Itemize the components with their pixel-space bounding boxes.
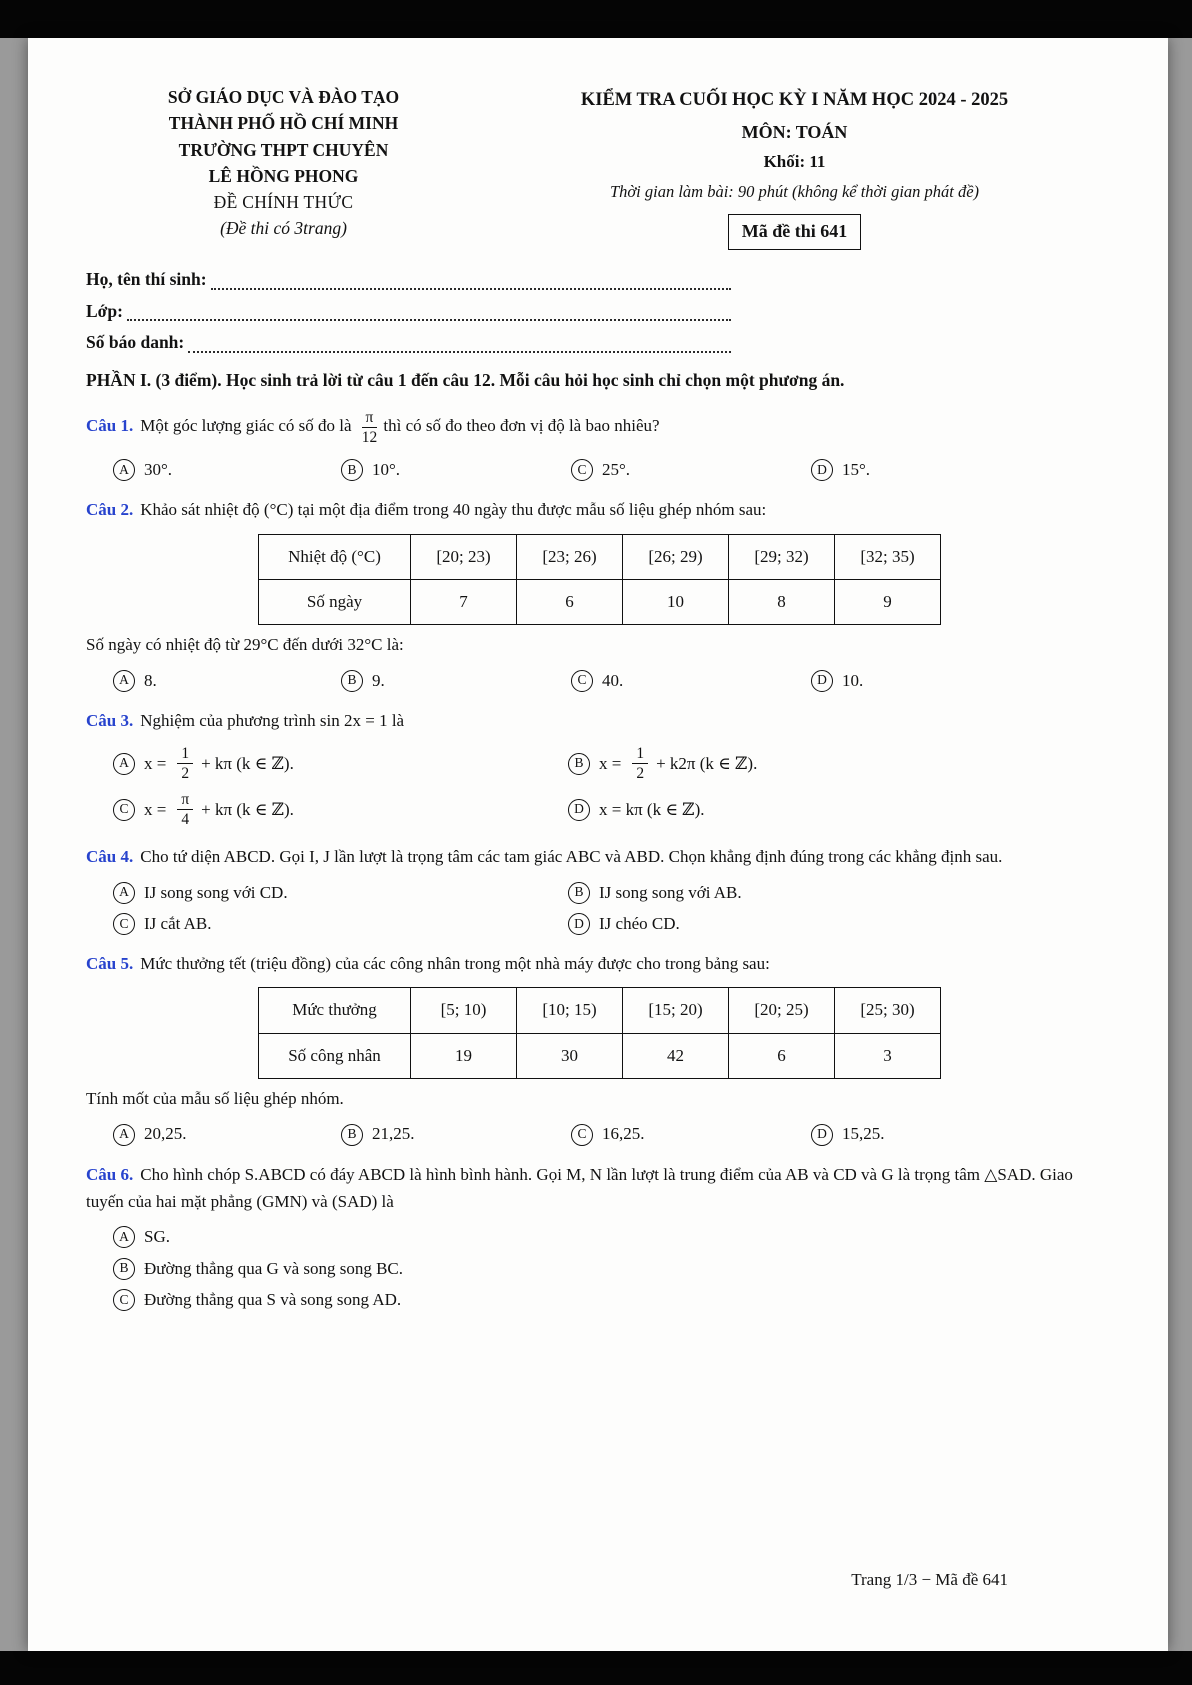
- option-text: IJ song song với AB.: [599, 882, 742, 902]
- student-class-dotted-line: [127, 296, 731, 322]
- question-6-text: [86, 1161, 1113, 1215]
- question-1: [86, 407, 1113, 483]
- option-a: [113, 1121, 341, 1147]
- option-letter: D: [568, 913, 590, 935]
- question-2-options: [86, 668, 1113, 694]
- table-cell: Mức thưởng: [259, 988, 411, 1033]
- fraction-numerator: 1: [177, 745, 193, 764]
- table-header-row: [259, 988, 941, 1033]
- question-2-text: [86, 496, 1113, 523]
- question-5: [86, 950, 1113, 1148]
- table-value-row: [259, 1033, 941, 1078]
- option-text: 40.: [602, 670, 624, 690]
- table-cell: Số ngày: [259, 579, 411, 624]
- official-exam-label: ĐỀ CHÍNH THỨC: [213, 192, 354, 212]
- option-text: 8.: [144, 670, 157, 690]
- table-cell: Số công nhân: [259, 1033, 411, 1078]
- fraction-denominator: 4: [181, 811, 190, 829]
- option-b: [568, 743, 1113, 784]
- option-letter: D: [811, 459, 833, 481]
- option-letter: B: [341, 670, 363, 692]
- option-letter: A: [113, 1124, 135, 1146]
- option-letter: A: [113, 1226, 135, 1248]
- option-c: [571, 1121, 811, 1147]
- table-cell: 19: [411, 1033, 517, 1078]
- option-letter: B: [568, 753, 590, 775]
- exam-header: [86, 84, 1113, 250]
- option-letter: C: [571, 1124, 593, 1146]
- option-letter: A: [113, 882, 135, 904]
- fraction: [632, 745, 648, 782]
- option-text: 30°.: [144, 460, 173, 480]
- option-letter: C: [113, 1289, 135, 1311]
- table-cell: [29; 32): [729, 534, 835, 579]
- table-cell: 9: [835, 579, 941, 624]
- student-class-line: [86, 296, 731, 328]
- option-c: [571, 668, 811, 694]
- question-6-options: [86, 1224, 1113, 1313]
- option-text: 20,25.: [144, 1124, 187, 1144]
- option-text: 25°.: [602, 460, 631, 480]
- question-3-text: [86, 707, 1113, 734]
- fraction-denominator: 2: [181, 765, 190, 783]
- formula-suffix: + kπ (k ∈ ℤ).: [201, 753, 294, 773]
- table-cell: [20; 23): [411, 534, 517, 579]
- table-cell: [15; 20): [623, 988, 729, 1033]
- exam-grade: Khối: 11: [763, 151, 826, 171]
- option-d: [568, 789, 1113, 830]
- page-count-note: (Đề thi có 3trang): [220, 218, 347, 239]
- question-5-stem: Mức thưởng tết (triệu đồng) của các công nhân trong một nhà máy được cho trong bảng sau:: [140, 954, 770, 974]
- student-id-dotted-line: [188, 327, 731, 353]
- option-letter: A: [113, 670, 135, 692]
- option-letter: A: [113, 753, 135, 775]
- table-cell: 6: [517, 579, 623, 624]
- option-text: 15,25.: [842, 1124, 885, 1144]
- fraction-numerator: π: [362, 409, 378, 428]
- student-class-label: Lớp:: [86, 300, 123, 321]
- option-formula: [144, 743, 294, 784]
- option-c: [113, 911, 568, 937]
- question-2-stem: Khảo sát nhiệt độ (°C) tại một địa điểm trong 40 ngày thu được mẫu số liệu ghép nhóm sau:: [140, 500, 767, 520]
- formula-prefix: x =: [144, 753, 167, 773]
- question-6-label: Câu 6.: [86, 1164, 134, 1184]
- option-b: [568, 880, 1113, 906]
- part1-heading: PHẦN I. (3 điểm). Học sinh trả lời từ câu 1 đến câu 12. Mỗi câu hỏi học sinh chỉ chọn một phương án.: [86, 369, 845, 390]
- option-b: [341, 1121, 571, 1147]
- option-letter: B: [341, 459, 363, 481]
- option-text: IJ song song với CD.: [144, 882, 288, 902]
- fraction-denominator: 2: [636, 765, 645, 783]
- option-text: 10°.: [372, 460, 401, 480]
- question-6: [86, 1161, 1113, 1313]
- question-1-before: Một góc lượng giác có số đo là: [140, 416, 352, 436]
- exam-title-block: [456, 84, 1113, 250]
- question-3-label: Câu 3.: [86, 710, 134, 730]
- table-cell: [5; 10): [411, 988, 517, 1033]
- option-letter: D: [568, 799, 590, 821]
- option-letter: B: [341, 1124, 363, 1146]
- student-name-line: [86, 264, 731, 296]
- option-letter: D: [811, 670, 833, 692]
- option-formula: [144, 789, 294, 830]
- option-c: [113, 1287, 1113, 1313]
- option-c: [113, 789, 568, 830]
- table-cell: [20; 25): [729, 988, 835, 1033]
- option-text: 9.: [372, 670, 385, 690]
- option-text: 16,25.: [602, 1124, 645, 1144]
- question-4: [86, 843, 1113, 937]
- exam-subject: MÔN: TOÁN: [741, 121, 848, 142]
- student-id-line: [86, 327, 731, 359]
- school-name-line-1: TRƯỜNG THPT CHUYÊN: [178, 139, 389, 160]
- formula-prefix: x =: [144, 799, 167, 819]
- question-1-options: [86, 457, 1113, 483]
- question-2: [86, 496, 1113, 694]
- issuer-line-2: THÀNH PHỐ HỒ CHÍ MINH: [168, 113, 399, 134]
- fraction-numerator: 1: [632, 745, 648, 764]
- fraction: [362, 409, 378, 446]
- table-value-row: [259, 579, 941, 624]
- option-letter: A: [113, 459, 135, 481]
- table-cell: 8: [729, 579, 835, 624]
- question-5-table: [258, 987, 941, 1079]
- table-cell: [25; 30): [835, 988, 941, 1033]
- question-2-subquestion: Số ngày có nhiệt độ từ 29°C đến dưới 32°C là:: [86, 635, 404, 655]
- option-a: [113, 1224, 1113, 1250]
- option-d: [811, 457, 1113, 483]
- issuer-block: [111, 84, 456, 242]
- table-cell: [23; 26): [517, 534, 623, 579]
- option-a: [113, 880, 568, 906]
- table-cell: [26; 29): [623, 534, 729, 579]
- question-1-after: thì có số đo theo đơn vị độ là bao nhiêu?: [383, 416, 660, 436]
- option-b: [113, 1256, 1113, 1282]
- student-name-label: Họ, tên thí sinh:: [86, 269, 207, 290]
- option-letter: B: [113, 1258, 135, 1280]
- option-text: 10.: [842, 670, 864, 690]
- option-formula: x = kπ (k ∈ ℤ).: [599, 799, 705, 819]
- option-d: [811, 1121, 1113, 1147]
- option-text: 15°.: [842, 460, 871, 480]
- question-6-stem: Cho hình chóp S.ABCD có đáy ABCD là hình bình hành. Gọi M, N lần lượt là trung điểm của AB và CD và G là trọng tâm △SAD. Giao tuyến của hai mặt phẳng (GMN) và (SAD) là: [86, 1164, 1073, 1211]
- table-cell: 3: [835, 1033, 941, 1078]
- table-cell: 7: [411, 579, 517, 624]
- option-letter: D: [811, 1124, 833, 1146]
- question-4-text: [86, 843, 1113, 870]
- question-5-text: [86, 950, 1113, 977]
- question-4-label: Câu 4.: [86, 847, 134, 867]
- question-3: [86, 707, 1113, 830]
- table-cell: 30: [517, 1033, 623, 1078]
- option-a: [113, 457, 341, 483]
- table-cell: [10; 15): [517, 988, 623, 1033]
- page-footer: Trang 1/3 − Mã đề 641: [851, 1569, 1008, 1589]
- question-5-subquestion: Tính mốt của mẫu số liệu ghép nhóm.: [86, 1089, 344, 1109]
- option-text: Đường thẳng qua G và song song BC.: [144, 1258, 404, 1278]
- option-text: 21,25.: [372, 1124, 415, 1144]
- table-cell: 42: [623, 1033, 729, 1078]
- question-3-options: [86, 743, 1113, 830]
- exam-title: KIỂM TRA CUỐI HỌC KỲ I NĂM HỌC 2024 - 2025: [580, 90, 1009, 110]
- option-b: [341, 457, 571, 483]
- option-text: SG.: [144, 1227, 170, 1247]
- question-1-label: Câu 1.: [86, 416, 134, 436]
- option-text: IJ cắt AB.: [144, 913, 212, 933]
- school-name-line-2: LÊ HỒNG PHONG: [208, 165, 359, 186]
- student-name-dotted-line: [211, 264, 731, 290]
- question-1-text: [86, 407, 1113, 448]
- table-cell: Nhiệt độ (°C): [259, 534, 411, 579]
- option-letter: B: [568, 882, 590, 904]
- table-cell: [32; 35): [835, 534, 941, 579]
- student-info: [86, 264, 1113, 359]
- question-4-options: [86, 880, 1113, 938]
- formula-prefix: x =: [599, 753, 622, 773]
- table-cell: 10: [623, 579, 729, 624]
- question-3-stem: Nghiệm của phương trình sin 2x = 1 là: [140, 710, 405, 730]
- option-a: [113, 743, 568, 784]
- option-d: [811, 668, 1113, 694]
- option-text: IJ chéo CD.: [599, 913, 680, 933]
- question-2-label: Câu 2.: [86, 500, 134, 520]
- option-letter: C: [113, 799, 135, 821]
- option-text: Đường thẳng qua S và song song AD.: [144, 1289, 402, 1309]
- fraction-denominator: 12: [361, 429, 378, 447]
- question-2-table: [258, 534, 941, 626]
- option-letter: C: [113, 913, 135, 935]
- question-5-label: Câu 5.: [86, 954, 134, 974]
- option-d: [568, 911, 1113, 937]
- option-letter: C: [571, 670, 593, 692]
- option-c: [571, 457, 811, 483]
- table-header-row: [259, 534, 941, 579]
- option-formula: [599, 743, 757, 784]
- student-id-label: Số báo danh:: [86, 332, 185, 353]
- fraction: [177, 791, 193, 828]
- fraction: [177, 745, 193, 782]
- option-b: [341, 668, 571, 694]
- exam-code-box: Mã đề thi 641: [728, 214, 862, 250]
- formula-suffix: + kπ (k ∈ ℤ).: [201, 799, 294, 819]
- formula-suffix: + k2π (k ∈ ℤ).: [656, 753, 758, 773]
- exam-duration: Thời gian làm bài: 90 phút (không kể thời gian phát đề): [609, 181, 980, 201]
- option-a: [113, 668, 341, 694]
- question-4-stem: Cho tứ diện ABCD. Gọi I, J lần lượt là trọng tâm các tam giác ABC và ABD. Chọn khẳng định đúng trong các khẳng định sau.: [140, 847, 1003, 867]
- table-cell: 6: [729, 1033, 835, 1078]
- exam-page: [28, 38, 1168, 1651]
- option-letter: C: [571, 459, 593, 481]
- issuer-line-1: SỞ GIÁO DỤC VÀ ĐÀO TẠO: [167, 87, 400, 107]
- question-5-options: [86, 1121, 1113, 1147]
- fraction-numerator: π: [177, 791, 193, 810]
